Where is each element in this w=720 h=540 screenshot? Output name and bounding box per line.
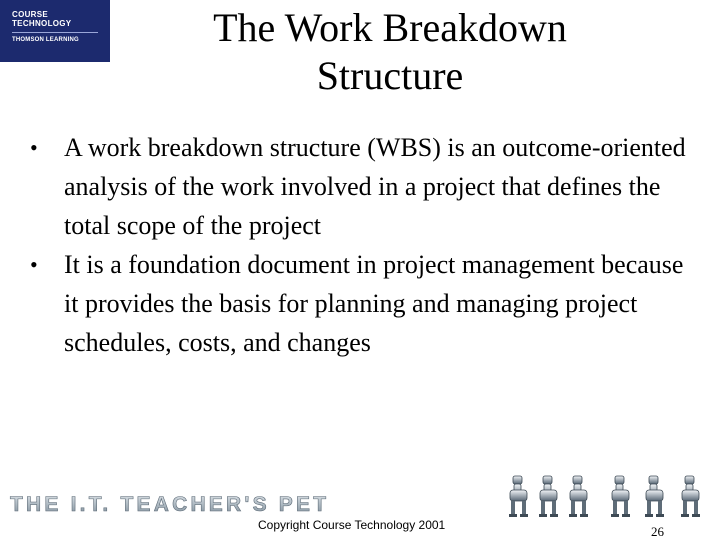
logo-line-technology: TECHNOLOGY — [12, 19, 72, 28]
robot-dog-figure — [539, 476, 558, 517]
banner-text: THE I.T. TEACHER'S PET — [10, 493, 330, 516]
title-line-1: The Work Breakdown — [213, 5, 567, 50]
logo-line-course: COURSE — [12, 10, 49, 19]
bullet-text: A work breakdown structure (WBS) is an outcome-oriented analysis of the work involved in a project that defines the total scope of the project — [64, 133, 686, 240]
logo-divider — [12, 32, 98, 33]
bullet-item-foundation-document — [28, 245, 708, 362]
bullet-item-wbs-definition — [28, 128, 708, 245]
bullet-text: It is a foundation document in project management because it provides the basis for planning and managing project schedules, costs, and changes — [64, 250, 684, 357]
robot-dog-figure — [509, 476, 528, 517]
title-line-2: Structure — [316, 53, 464, 98]
bullet-dot-icon: • — [30, 252, 38, 277]
page-number: 26 — [651, 524, 664, 539]
logo-line-thomson: THOMSON LEARNING — [12, 37, 79, 43]
robot-dog-figure — [645, 476, 664, 517]
robot-dog-figure — [569, 476, 588, 517]
teachers-pet-banner — [8, 490, 338, 520]
robot-dogs-decoration — [496, 472, 718, 520]
course-technology-logo — [0, 0, 110, 62]
bullet-list — [28, 128, 708, 362]
robot-dog-figure — [681, 476, 700, 517]
robot-dog-figure — [611, 476, 630, 517]
bullet-dot-icon: • — [30, 135, 38, 160]
copyright-notice: Copyright Course Technology 2001 — [258, 518, 446, 532]
slide-title — [130, 4, 650, 100]
